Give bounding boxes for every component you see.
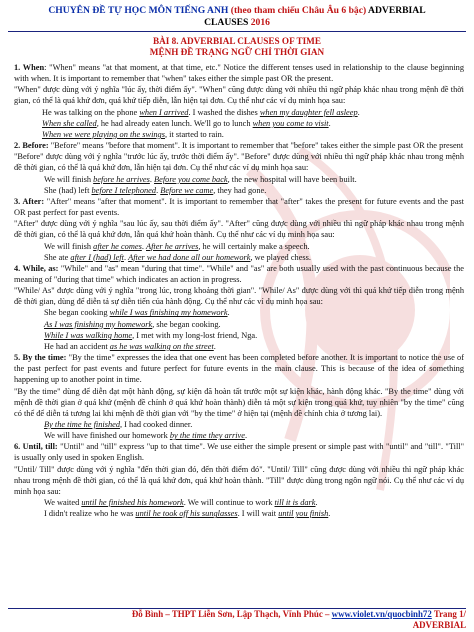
section-while-intro: 4. While, as: "While" and "as" mean "during that time". "While" and "as" are both usually used with the past continuous because the meaning of "during that time" which indicates an action in progress.	[14, 263, 464, 284]
section-before-intro: 2. Before: "Before" means "before that moment". It is important to remember that "before" takes either the simple past OR the present	[14, 141, 464, 151]
section-heading: 2. Before:	[14, 141, 49, 151]
lesson-title-vietnamese: MỆNH ĐỀ TRẠNG NGỮ CHỈ THỜI GIAN	[149, 47, 325, 57]
example-line: While I was walking home, I met with my long-lost friend, Nga.	[44, 330, 258, 340]
footer-author: Đỗ Bình – THPT Liễn Sơn, Lập Thạch, Vĩnh Phúc –	[131, 609, 332, 619]
lesson-title	[0, 36, 474, 58]
header-reference: (theo tham chiếu Châu Âu 6 bậc)	[230, 5, 367, 16]
example-line: We will finish before he arrives. Before you come back, the new hospital will have been built.	[44, 174, 357, 184]
example-line: We waited until he finished his homework. We will continue to work till it is dark.	[44, 498, 318, 508]
section-by-the-time-intro: 5. By the time: "By the time" expresses the idea that one event has been completed before another. It is important to notice the use of the past perfect for past events and future perfect for future events in the main clause. This is because of the idea of something happening up to another point in time.	[14, 353, 464, 385]
section-before-vietnamese: "Before" được dùng với ý nghĩa "trước lúc ấy, trước thời điểm ấy". "Before" được dùng với nhiều thì ngữ pháp khác nhau trong mệnh đề thời gian, có thể là quá khứ đơn, lẫn hiện tại đơn. Cụ thể như các ví dụ minh họa sau:	[14, 152, 464, 173]
section-after-intro: 3. After: "After" means "after that moment". It is important to remember that "after" takes the present for future events and the past OR past perfect for past events.	[14, 196, 464, 218]
example-line: We will have finished our homework by the time they arrive.	[44, 431, 248, 441]
example-line: We will finish after he comes. After he arrives, he will certainly make a speech.	[44, 241, 310, 251]
section-heading: 1. When	[14, 63, 45, 72]
header-topic-continued: CLAUSES	[204, 17, 249, 28]
example-line: By the time he finished, I had cooked dinner.	[44, 420, 193, 429]
footer-website-link[interactable]: www.violet.vn/quocbinh72	[331, 609, 432, 619]
header-series-title: CHUYÊN ĐỀ TỰ HỌC MÔN TIẾNG ANH	[48, 5, 229, 16]
header-divider	[8, 31, 466, 32]
header-year: 2016	[250, 17, 270, 28]
page-header	[8, 5, 466, 29]
example-line: When we were playing on the swings, it started to rain.	[42, 129, 224, 139]
section-until-intro: 6. Until, till: "Until" and "till" express "up to that time". We use either the simple present or simple past with "until" and "till". "Till" is usually only used in spoken English.	[14, 442, 464, 463]
section-when-intro: 1. When: "When" means "at that moment, at that time, etc." Notice the different tenses used in relationship to the clause beginning with when. It is important to remember that "when" takes either the simple past OR the present.	[14, 63, 464, 84]
section-while-vietnamese: "While/ As" được dùng với ý nghĩa "trong lúc, trong khoảng thời gian". "While/ As" được dùng với thì quá khứ tiếp diễn trong mệnh đề thời gian, dùng để diễn tả sự diễn tiến của hành động. Cụ thể như các ví dụ minh họa sau:	[14, 286, 464, 307]
page-footer	[8, 609, 466, 631]
section-heading: 3. After:	[14, 196, 45, 206]
example-line: He had an accident as he was walking on the street.	[44, 341, 216, 351]
example-line: When she called, he had already eaten lunch. We'll go to lunch when you come to visit.	[42, 118, 331, 128]
example-line: He was talking on the phone when I arrived. I washed the dishes when my daughter fell asleep.	[42, 107, 360, 117]
section-heading: 6. Until, till:	[14, 442, 58, 452]
section-by-the-time-vietnamese: "By the time" dùng để diễn đạt một hành động, sự kiện đã hoàn tất trước một sự kiện khác, hành động khác. "By the time" dùng với mệnh đề thời gian ở quá khứ (mệnh đề chính ở quá khứ hoàn thành) diễn tả một sự kiện trong quá khứ, tuy nhiên "by the time" cũng có thể để diễn tả tương lai khi mệnh đề thời gian với "by the time" ở hiện tại (mệnh đề chính chia ở tương lai).	[14, 386, 464, 418]
section-when-vietnamese: "When" được dùng với ý nghĩa "lúc ấy, thời điểm ấy". "When" cũng được dùng với nhiều thì ngữ pháp khác nhau trong mệnh đề thời gian, có thể là quá khứ đơn, quá khứ tiếp diễn, lẫn hiện tại đơn. Cụ thể như các ví dụ minh họa sau:	[14, 85, 464, 106]
example-line: I didn't realize who he was until he took off his sunglasses. I will wait until you finish.	[44, 509, 331, 519]
example-line: She (had) left before I telephoned. Before we came, they had gone.	[44, 185, 267, 195]
footer-page-number: Trang 1/	[431, 609, 466, 619]
section-after-vietnamese: "After" được dùng với ý nghĩa "sau lúc ấy, sau thời điểm ấy". "After" cũng được dùng với nhiều thì ngữ pháp khác nhau trong mệnh đề thời gian, có thể là quá khứ đơn, lẫn quá khứ hoàn thành. Cụ thể như các ví dụ minh họa sau:	[14, 219, 464, 240]
lesson-title-english: BÀI 8. ADVERBIAL CLAUSES OF TIME	[153, 36, 321, 46]
document-body	[14, 62, 464, 519]
example-line: She began cooking while I was finishing my homework.	[44, 308, 230, 318]
example-line: As I was finishing my homework, she began cooking.	[44, 319, 221, 329]
section-until-vietnamese: "Until/ Till" được dùng với ý nghĩa "đến thời gian đó, đến thời điểm đó". "Until/ Till" cũng được dùng với nhiều thì ngữ pháp khác nhau trong mệnh đề thời gian, có thể là quá khứ đơn, quá khứ hoàn thành. "Till" được dùng trong ngôn ngữ nói. Cụ thể như các ví dụ minh họa sau:	[14, 464, 464, 496]
example-line: She ate after I (had) left. After we had done all our homework, we played chess.	[44, 252, 311, 262]
footer-topic: ADVERBIAL	[412, 620, 466, 630]
header-topic: ADVERBIAL	[368, 5, 426, 16]
section-heading: 4. While, as:	[14, 263, 59, 273]
section-heading: 5. By the time:	[14, 353, 67, 363]
